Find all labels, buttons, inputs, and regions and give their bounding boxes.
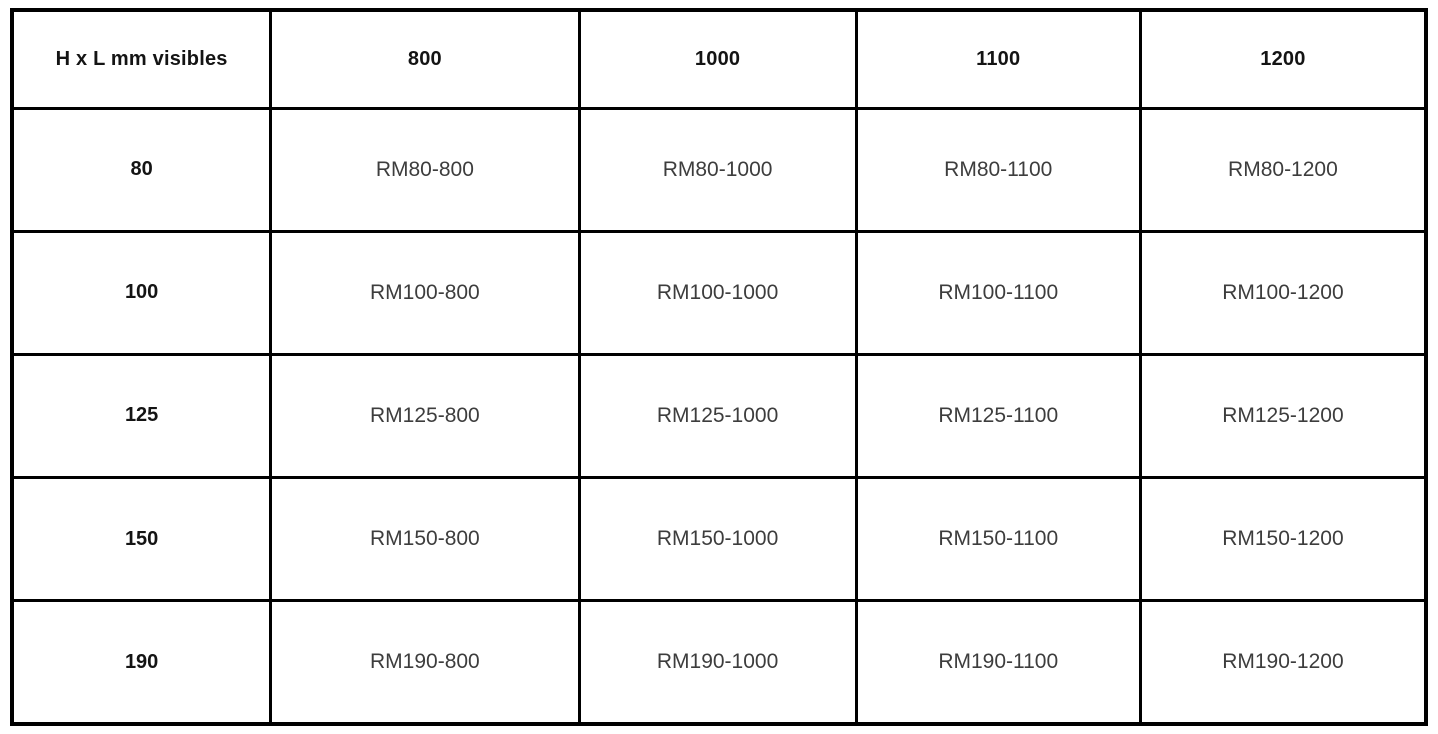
row-header-190: 190	[12, 601, 271, 724]
sku-cell: RM150-1200	[1140, 478, 1426, 601]
sku-cell: RM190-1000	[579, 601, 856, 724]
sku-cell: RM80-1200	[1140, 108, 1426, 231]
table-row	[12, 354, 1426, 477]
sku-cell: RM150-1000	[579, 478, 856, 601]
row-header-125: 125	[12, 354, 271, 477]
column-header-1100: 1100	[856, 10, 1140, 108]
sku-cell: RM80-1100	[856, 108, 1140, 231]
corner-header-hxl: H x L mm visibles	[12, 10, 271, 108]
table-row	[12, 231, 1426, 354]
sku-cell: RM190-1100	[856, 601, 1140, 724]
sku-cell: RM125-800	[271, 354, 579, 477]
sku-cell: RM190-1200	[1140, 601, 1426, 724]
size-reference-table	[10, 8, 1428, 726]
table-row	[12, 601, 1426, 724]
sku-cell: RM100-1200	[1140, 231, 1426, 354]
sku-cell: RM80-800	[271, 108, 579, 231]
row-header-150: 150	[12, 478, 271, 601]
sku-cell: RM100-800	[271, 231, 579, 354]
sku-cell: RM80-1000	[579, 108, 856, 231]
sku-cell: RM125-1100	[856, 354, 1140, 477]
row-header-100: 100	[12, 231, 271, 354]
sku-cell: RM100-1000	[579, 231, 856, 354]
sku-cell: RM150-800	[271, 478, 579, 601]
sku-cell: RM190-800	[271, 601, 579, 724]
sku-cell: RM125-1200	[1140, 354, 1426, 477]
column-header-1200: 1200	[1140, 10, 1426, 108]
column-header-1000: 1000	[579, 10, 856, 108]
sku-cell: RM125-1000	[579, 354, 856, 477]
sku-cell: RM100-1100	[856, 231, 1140, 354]
sku-cell: RM150-1100	[856, 478, 1140, 601]
table-row	[12, 108, 1426, 231]
column-header-800: 800	[271, 10, 579, 108]
row-header-80: 80	[12, 108, 271, 231]
table-row	[12, 478, 1426, 601]
table-header-row	[12, 10, 1426, 108]
